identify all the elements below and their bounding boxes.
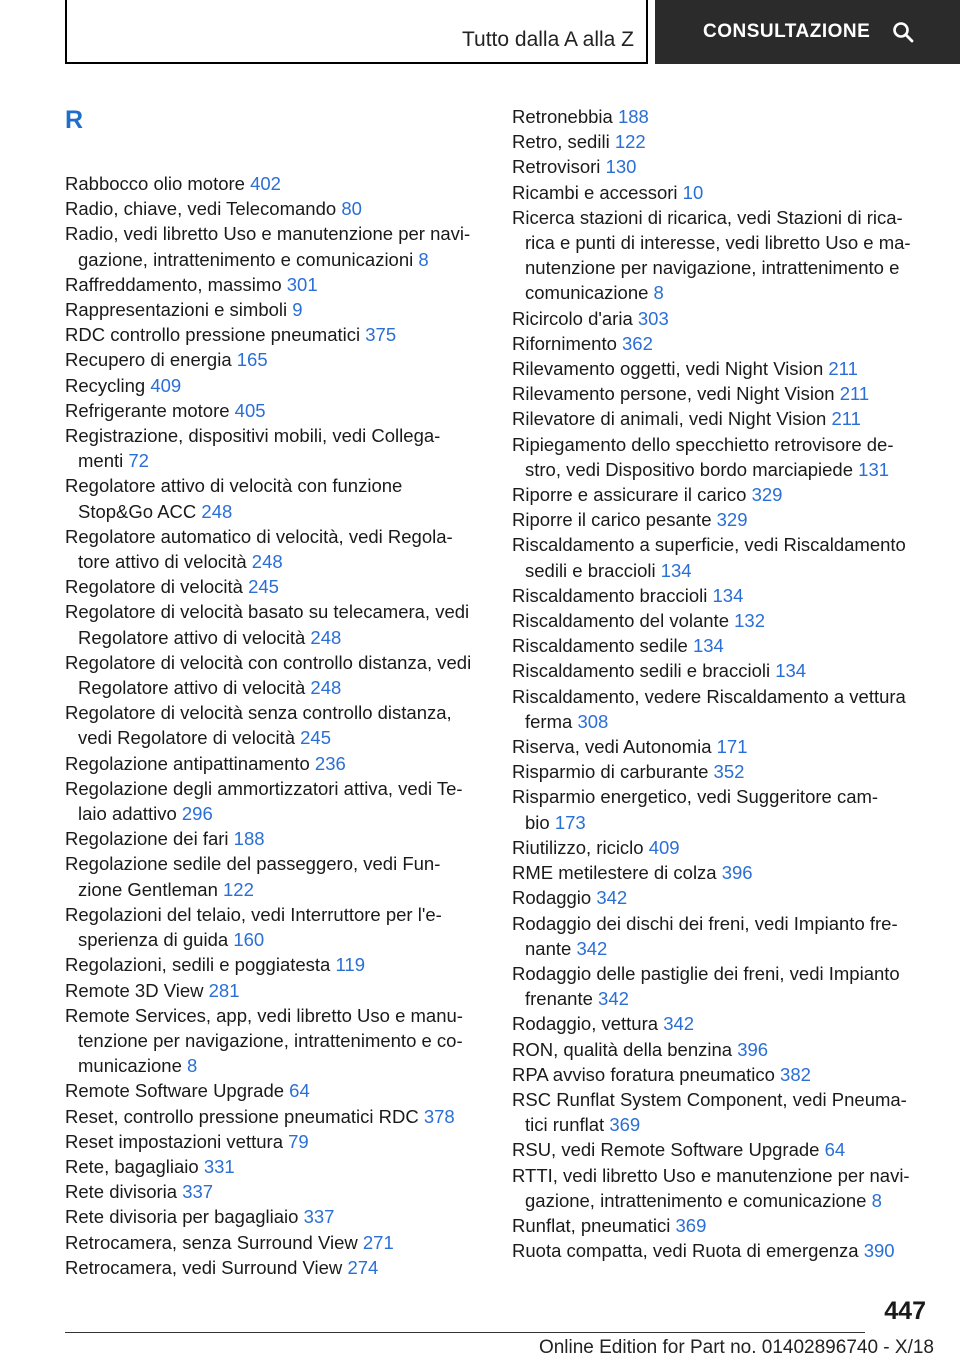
page-link[interactable]: 369 <box>675 1214 707 1236</box>
index-entry-text: Riscaldamento, vedere Riscaldamento a vettura <box>512 685 906 707</box>
index-entry <box>512 306 932 331</box>
index-entry-text: Rodaggio delle pastiglie dei freni, vedi Impianto <box>512 962 900 984</box>
page-number: 447 <box>884 1297 926 1325</box>
index-entry-text: Radio, chiave, vedi Telecomando <box>65 198 342 220</box>
index-entry-text: Rodaggio, vettura <box>512 1013 664 1035</box>
index-entry-text: Rilevatore di animali, vedi Night Vision <box>512 408 832 430</box>
index-entry-text: Regolatore attivo di velocità <box>78 626 311 648</box>
page-link[interactable]: 188 <box>617 106 649 127</box>
index-entry-text: stro, vedi Dispositivo bordo marciapiede <box>525 458 859 480</box>
index-entry <box>65 1003 485 1079</box>
page-link[interactable]: 337 <box>303 1206 335 1228</box>
index-entry-text: ferma <box>525 710 578 732</box>
page-link[interactable]: 79 <box>288 1130 309 1152</box>
index-entry <box>512 356 932 381</box>
page-link[interactable]: 378 <box>423 1105 455 1127</box>
index-entry <box>65 524 485 574</box>
index-entry-text: comunicazione <box>525 282 654 304</box>
index-entry-text: RSU, vedi Remote Software Upgrade <box>512 1139 825 1161</box>
page-link[interactable]: 337 <box>182 1181 214 1203</box>
page-link[interactable]: 8 <box>187 1055 198 1077</box>
index-list-left <box>65 171 485 1280</box>
page-link[interactable]: 329 <box>716 509 748 531</box>
index-entry <box>512 1011 932 1036</box>
page-link[interactable]: 8 <box>418 248 429 270</box>
index-entry-text: tore attivo di velocità <box>78 551 252 573</box>
page-link[interactable]: 390 <box>863 1240 895 1262</box>
index-entry <box>512 432 932 482</box>
page-link[interactable]: 9 <box>292 299 303 321</box>
index-entry-text: Risparmio energetico, vedi Suggeritore cam- <box>512 786 879 808</box>
page-link[interactable]: 134 <box>692 635 724 657</box>
page-link[interactable]: 303 <box>637 307 669 329</box>
consultazione-tab[interactable] <box>655 0 960 64</box>
page-link[interactable]: 10 <box>682 181 704 203</box>
index-entry-text: Riscaldamento sedile <box>512 635 693 657</box>
index-entry-text: Riscaldamento sedili e braccioli <box>512 660 776 682</box>
header-bottom-rule <box>65 62 648 64</box>
index-entry <box>512 180 932 205</box>
index-entry-text: Riporre e assicurare il carico <box>512 484 752 506</box>
page-link[interactable]: 301 <box>286 273 318 295</box>
index-entry <box>65 776 485 826</box>
page-link[interactable]: 8 <box>653 282 664 304</box>
index-entry <box>65 902 485 952</box>
index-entry <box>65 978 485 1003</box>
page-link[interactable]: 211 <box>828 358 858 380</box>
index-entry <box>65 322 485 347</box>
consultazione-tab-label: CONSULTAZIONE <box>703 21 871 42</box>
page-link[interactable]: 396 <box>737 1038 769 1060</box>
page-link[interactable]: 248 <box>310 626 342 648</box>
page-link[interactable]: 80 <box>341 198 362 220</box>
index-entry <box>65 751 485 776</box>
index-column-left <box>65 103 485 1280</box>
index-entry <box>65 599 485 649</box>
page-link[interactable]: 248 <box>251 551 283 573</box>
page-link[interactable]: 134 <box>712 584 744 606</box>
index-entry-text: rica e punti di interesse, vedi libretto Uso e ma- <box>525 232 911 254</box>
index-entry <box>65 650 485 700</box>
index-entry-text: Riutilizzo, riciclo <box>512 836 649 858</box>
index-entry <box>65 347 485 372</box>
index-entry <box>512 205 932 306</box>
page-link[interactable]: 331 <box>203 1155 235 1177</box>
index-entry-text: Rilevamento oggetti, vedi Night Vision <box>512 358 829 380</box>
page-link[interactable]: 342 <box>576 937 608 959</box>
index-entry-text: Rifornimento <box>512 332 623 354</box>
page-link[interactable]: 165 <box>236 349 268 371</box>
index-entry-text: Regolatore automatico di velocità, vedi Regola- <box>65 525 453 547</box>
page-link[interactable]: 132 <box>734 610 766 632</box>
index-entry-text: frenante <box>525 988 599 1010</box>
index-entry-text: Rilevamento persone, vedi Night Vision <box>512 383 840 405</box>
index-entry-text: Remote Software Upgrade <box>65 1080 290 1102</box>
index-entry <box>512 331 932 356</box>
header-divider <box>646 0 648 64</box>
index-entry <box>512 1037 932 1062</box>
index-entry <box>512 1163 932 1213</box>
page-link[interactable]: 308 <box>577 710 609 732</box>
page-link[interactable]: 409 <box>150 374 182 396</box>
page-link[interactable]: 402 <box>250 173 281 194</box>
index-entry-text: Retrocamera, senza Surround View <box>65 1231 363 1253</box>
index-entry-text: Ricircolo d'aria <box>512 307 638 329</box>
footer-edition: Online Edition for Part no. 01402896740 - X/18 <box>538 1337 934 1358</box>
index-entry <box>512 1062 932 1087</box>
index-entry <box>65 851 485 901</box>
page-link[interactable]: 119 <box>335 954 365 976</box>
page-link[interactable]: 342 <box>663 1013 695 1035</box>
index-entry-text: Regolatore attivo di velocità con funzione <box>65 475 403 497</box>
index-entry <box>65 1154 485 1179</box>
index-entry-text: Regolazione dei fari <box>65 828 234 850</box>
page-link[interactable]: 396 <box>721 862 753 884</box>
index-entry-text: Regolazione degli ammortizzatori attiva, vedi Te- <box>65 777 463 799</box>
index-entry-text: municazione <box>78 1055 188 1077</box>
index-entry-text: Riserva, vedi Autonomia <box>512 736 717 758</box>
index-entry-text: Rete, bagagliaio <box>65 1155 204 1177</box>
index-entry-text: Riscaldamento del volante <box>512 610 735 632</box>
index-entry <box>65 171 485 196</box>
page-link[interactable]: 211 <box>839 383 870 405</box>
index-entry <box>65 221 485 271</box>
index-entry <box>65 700 485 750</box>
index-entry-text: Regolatore di velocità senza controllo distanza, <box>65 702 452 724</box>
index-entry-text: Rete divisoria per bagagliaio <box>65 1206 304 1228</box>
index-entry-text: RPA avviso foratura pneumatico <box>512 1063 781 1085</box>
index-entry-text: zione Gentleman <box>78 878 224 900</box>
index-entry-text: RON, qualità della benzina <box>512 1038 738 1060</box>
index-entry-text: Ruota compatta, vedi Ruota di emergenza <box>512 1240 864 1262</box>
page-link[interactable]: 274 <box>347 1256 379 1278</box>
page-link[interactable]: 375 <box>365 324 397 346</box>
index-entry-text: Rabbocco olio motore <box>65 173 251 194</box>
index-entry-text: Reset, controllo pressione pneumatici RDC <box>65 1105 424 1127</box>
index-letter-heading: R <box>65 106 84 134</box>
index-entry-text: Rappresentazioni e simboli <box>65 299 293 321</box>
index-entry <box>65 1255 485 1280</box>
footer-rule <box>65 1332 865 1333</box>
page-link[interactable]: 130 <box>605 156 637 178</box>
page-link[interactable]: 122 <box>614 131 646 153</box>
section-title: Tutto dalla A alla Z <box>462 28 634 51</box>
index-entry-text: Risparmio di carburante <box>512 761 714 783</box>
index-entry-text: Regolazioni del telaio, vedi Interruttore per l'e- <box>65 903 442 925</box>
index-entry-text: sperienza di guida <box>78 929 234 951</box>
page-link[interactable]: 362 <box>622 332 653 354</box>
index-entry-text: gazione, intrattenimento e comunicazioni <box>78 248 419 270</box>
index-entry <box>512 381 932 406</box>
index-entry-text: menti <box>78 450 129 472</box>
index-entry <box>65 1129 485 1154</box>
index-entry-text: nutenzione per navigazione, intrattenimento e <box>525 257 900 279</box>
index-entry <box>65 373 485 398</box>
index-entry-text: Rodaggio <box>512 887 597 909</box>
page-link[interactable]: 245 <box>248 576 279 598</box>
index-entry-text: Registrazione, dispositivi mobili, vedi Collega- <box>65 425 441 447</box>
index-entry-text: vedi Regolatore di velocità <box>78 727 301 749</box>
page-link[interactable]: 236 <box>314 752 346 774</box>
index-entry-text: Regolatore attivo di velocità <box>78 677 311 699</box>
index-entry <box>65 297 485 322</box>
index-entry <box>65 1204 485 1229</box>
page-link[interactable]: 342 <box>596 887 628 909</box>
index-entry <box>65 398 485 423</box>
index-entry <box>512 759 932 784</box>
index-entry <box>65 574 485 599</box>
index-entry-text: RTTI, vedi libretto Uso e manutenzione per navi- <box>512 1164 910 1186</box>
page-link[interactable]: 382 <box>780 1063 811 1085</box>
page-link[interactable]: 134 <box>775 660 807 682</box>
page-link[interactable]: 271 <box>362 1231 394 1253</box>
page-link[interactable]: 296 <box>181 803 213 825</box>
index-entry <box>65 196 485 221</box>
page-link[interactable]: 248 <box>310 677 342 699</box>
page-link[interactable]: 8 <box>871 1189 882 1211</box>
index-entry-text: sedili e braccioli <box>525 559 661 581</box>
index-entry <box>512 406 932 431</box>
index-entry-text: gazione, intrattenimento e comunicazione <box>525 1189 872 1211</box>
page-link[interactable]: 171 <box>716 736 748 758</box>
index-entry <box>65 272 485 297</box>
index-entry-text: Regolatore di velocità <box>65 576 249 598</box>
page-link[interactable]: 72 <box>128 450 149 472</box>
page-link[interactable]: 134 <box>660 559 692 581</box>
index-list-right <box>512 104 932 1263</box>
index-entry-text: Remote 3D View <box>65 979 209 1001</box>
index-entry-text: Regolazioni, sedili e poggiatesta <box>65 954 336 976</box>
index-entry-text: bio <box>525 811 555 833</box>
index-entry <box>512 1238 932 1263</box>
page-link[interactable]: 409 <box>648 836 680 858</box>
index-entry-text: Riscaldamento a superficie, vedi Riscaldamento <box>512 534 906 556</box>
index-entry <box>65 1230 485 1255</box>
index-entry <box>512 608 932 633</box>
index-entry-text: Regolazione antipattinamento <box>65 752 315 774</box>
index-entry-text: RME metilestere di colza <box>512 862 722 884</box>
index-entry-text: Raffreddamento, massimo <box>65 273 287 295</box>
index-entry-text: nante <box>525 937 577 959</box>
index-entry <box>512 633 932 658</box>
index-entry <box>512 961 932 1011</box>
page-link[interactable]: 329 <box>751 484 783 506</box>
index-column-right <box>512 104 932 1263</box>
index-entry <box>512 684 932 734</box>
index-entry <box>512 911 932 961</box>
index-entry <box>512 658 932 683</box>
index-entry <box>512 784 932 834</box>
index-entry <box>65 1078 485 1103</box>
page-link[interactable]: 342 <box>598 988 629 1010</box>
page-link[interactable]: 405 <box>234 399 266 421</box>
index-entry <box>512 532 932 582</box>
page-link[interactable]: 173 <box>554 811 586 833</box>
index-entry-text: Retrocamera, vedi Surround View <box>65 1256 348 1278</box>
index-entry-text: Riscaldamento braccioli <box>512 584 713 606</box>
index-entry-text: RDC controllo pressione pneumatici <box>65 324 366 346</box>
index-entry-text: Rodaggio dei dischi dei freni, vedi Impianto fre- <box>512 912 898 934</box>
index-entry <box>512 1137 932 1162</box>
index-entry <box>512 734 932 759</box>
index-entry-text: tici runflat <box>525 1114 610 1136</box>
search-icon <box>892 21 914 43</box>
index-entry <box>512 1213 932 1238</box>
index-entry-text: Regolatore di velocità basato su telecamera, vedi <box>65 601 470 623</box>
header-left-rule <box>65 0 67 64</box>
page-link[interactable]: 131 <box>858 458 890 480</box>
index-entry <box>512 1087 932 1137</box>
page-link[interactable]: 64 <box>289 1080 310 1102</box>
index-entry-text: Retrovisori <box>512 156 606 178</box>
index-entry <box>512 104 932 129</box>
index-entry-text: Regolatore di velocità con controllo distanza, vedi <box>65 651 472 673</box>
index-entry <box>65 1179 485 1204</box>
index-entry <box>512 482 932 507</box>
index-entry-text: Radio, vedi libretto Uso e manutenzione per navi- <box>65 223 471 245</box>
index-entry-text: Stop&Go ACC <box>78 500 202 522</box>
index-entry-text: Refrigerante motore <box>65 399 235 421</box>
index-entry <box>65 423 485 473</box>
index-entry-text: Rete divisoria <box>65 1181 183 1203</box>
index-entry <box>512 885 932 910</box>
page-link[interactable]: 248 <box>201 500 233 522</box>
index-entry-text: Remote Services, app, vedi libretto Uso e manu- <box>65 1004 463 1026</box>
page-link[interactable]: 369 <box>609 1114 641 1136</box>
index-entry-text: Riporre il carico pesante <box>512 509 717 531</box>
index-entry <box>512 583 932 608</box>
index-entry-text: Regolazione sedile del passeggero, vedi Fun- <box>65 853 441 875</box>
index-entry-text: Recupero di energia <box>65 349 237 371</box>
index-entry-text: Ripiegamento dello specchietto retrovisore de- <box>512 433 894 455</box>
index-entry-text: Runflat, pneumatici <box>512 1214 676 1236</box>
index-entry <box>512 154 932 179</box>
index-entry-text: laio adattivo <box>78 803 182 825</box>
index-entry <box>65 473 485 523</box>
page-link[interactable]: 188 <box>233 828 265 850</box>
index-entry <box>65 1104 485 1129</box>
page-link[interactable]: 160 <box>233 929 265 951</box>
index-entry-text: Ricerca stazioni di ricarica, vedi Stazioni di rica- <box>512 206 903 228</box>
index-entry-text: Recycling <box>65 374 151 396</box>
page-link[interactable]: 211 <box>831 408 861 430</box>
index-entry <box>65 952 485 977</box>
index-entry <box>512 835 932 860</box>
page-link[interactable]: 245 <box>300 727 332 749</box>
index-entry-text: Ricambi e accessori <box>512 181 683 203</box>
index-entry <box>512 129 932 154</box>
page-link[interactable]: 281 <box>208 979 240 1001</box>
page-link[interactable]: 122 <box>223 878 254 900</box>
index-entry-text: Retro, sedili <box>512 131 615 153</box>
index-entry-text: tenzione per navigazione, intrattenimento e co- <box>78 1029 463 1051</box>
page-link[interactable]: 352 <box>713 761 745 783</box>
index-entry <box>512 860 932 885</box>
page-link[interactable]: 64 <box>824 1139 846 1161</box>
index-entry-text: Reset impostazioni vettura <box>65 1130 289 1152</box>
index-entry-text: Retronebbia <box>512 106 618 127</box>
index-entry-text: RSC Runflat System Component, vedi Pneuma- <box>512 1088 907 1110</box>
index-entry <box>65 826 485 851</box>
index-entry <box>512 507 932 532</box>
